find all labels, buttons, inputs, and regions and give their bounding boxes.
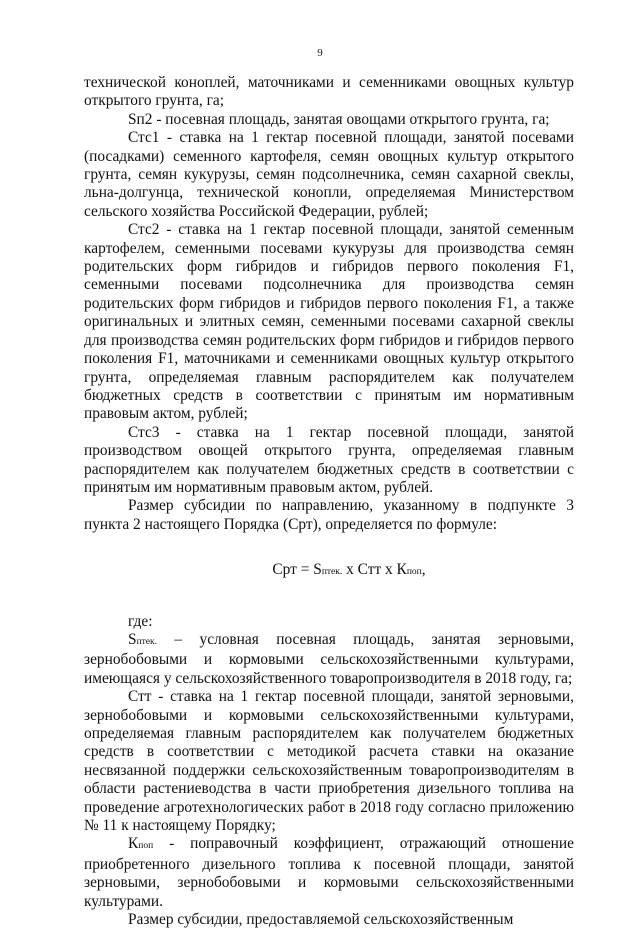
formula-k-subscript: поп (406, 567, 422, 578)
formula-lhs: Срт = S (272, 561, 322, 579)
page-number: 9 (317, 47, 323, 59)
formula-intro: Размер субсидии по направлению, указанному в подпункте 3 пункта 2 настоящего Порядка (Срт), определяется по формуле: (84, 497, 574, 533)
where-label: где: (128, 612, 153, 630)
definition-k-pop (84, 835, 574, 911)
formula (84, 561, 574, 581)
formula-mid: х Стт х К (342, 561, 407, 579)
definition-s-tek (84, 631, 574, 688)
definition-stt: Стт - ставка на 1 гектар посевной площади, занятой зерновыми, зернобобовыми и кормовыми сельскохозяйственными культурами, определяемая главным распорядителем как получателем бюджетных средств в соответствии с методикой расчета ставки на оказание несвязанной поддержки сельскохозяйственным товаропроизводителям в области растениеводства в части приобретения дизельного топлива на проведение агротехнологических работ в 2018 году согласно приложению № 11 к настоящему Порядку; (84, 688, 574, 835)
symbol-s-subscript: птек. (136, 636, 158, 647)
formula-end: , (421, 561, 426, 579)
definition-s-text: – условная посевная площадь, занятая зерновыми, зернобобовыми и кормовыми сельскохозяйственными культурами, имеющаяся у сельскохозяйственного товаропроизводителя в 2018 году, га; (84, 630, 574, 687)
definition-sts1: Стс1 - ставка на 1 гектар посевной площади, занятой посевами (посадками) семенного картофеля, семян овощных культур открытого грунта, семян кукурузы, семян подсолнечника, семян сахарной свеклы, льна-долгунца, технической конопли, определяемая Министерством сельского хозяйства Российской Федерации, рублей; (84, 129, 574, 220)
symbol-s: S (128, 630, 137, 648)
formula-s-subscript: птек. (321, 567, 343, 578)
symbol-k: К (128, 835, 139, 853)
definition-k-text: - поправочный коэффициент, отражающий отношение приобретенного дизельного топлива к посевной площади, занятой зерновыми, зернобобовыми и кормовыми сельскохозяйственными культурами. (84, 835, 574, 910)
definition-sp2: Sп2 - посевная площадь, занятая овощами открытого грунта, га; (128, 110, 550, 128)
document-body (84, 74, 574, 929)
definition-sts3: Стс3 - ставка на 1 гектар посевной площади, занятой производством овощей открытого грунта, определяемая главным распорядителем как получателем бюджетных средств в соответствии с принятым им нормативным правовым актом, рублей. (84, 423, 574, 496)
symbol-k-subscript: поп (138, 841, 154, 852)
paragraph-continuation: технической коноплей, маточниками и семенниками овощных культур открытого грунта, га; (84, 74, 574, 110)
paragraph-subsidy-size: Размер субсидии, предоставляемой сельскохозяйственным (128, 911, 514, 929)
definition-sts2: Стс2 - ставка на 1 гектар посевной площади, занятой семенным картофелем, семенными посевами кукурузы для производства семян родительских форм гибридов и гибридов первого поколения F1, семенными посевами подсолнечника для производства семян родительских форм гибридов и гибридов первого поколения F1, а также оригинальных и элитных семян, семенными посевами сахарной свеклы для производства семян родительских форм гибридов и гибридов первого поколения F1, маточниками и семенниками овощных культур открытого грунта, определяемая главным распорядителем как получателем бюджетных средств в соответствии с принятым им нормативным правовым актом, рублей; (84, 221, 574, 423)
